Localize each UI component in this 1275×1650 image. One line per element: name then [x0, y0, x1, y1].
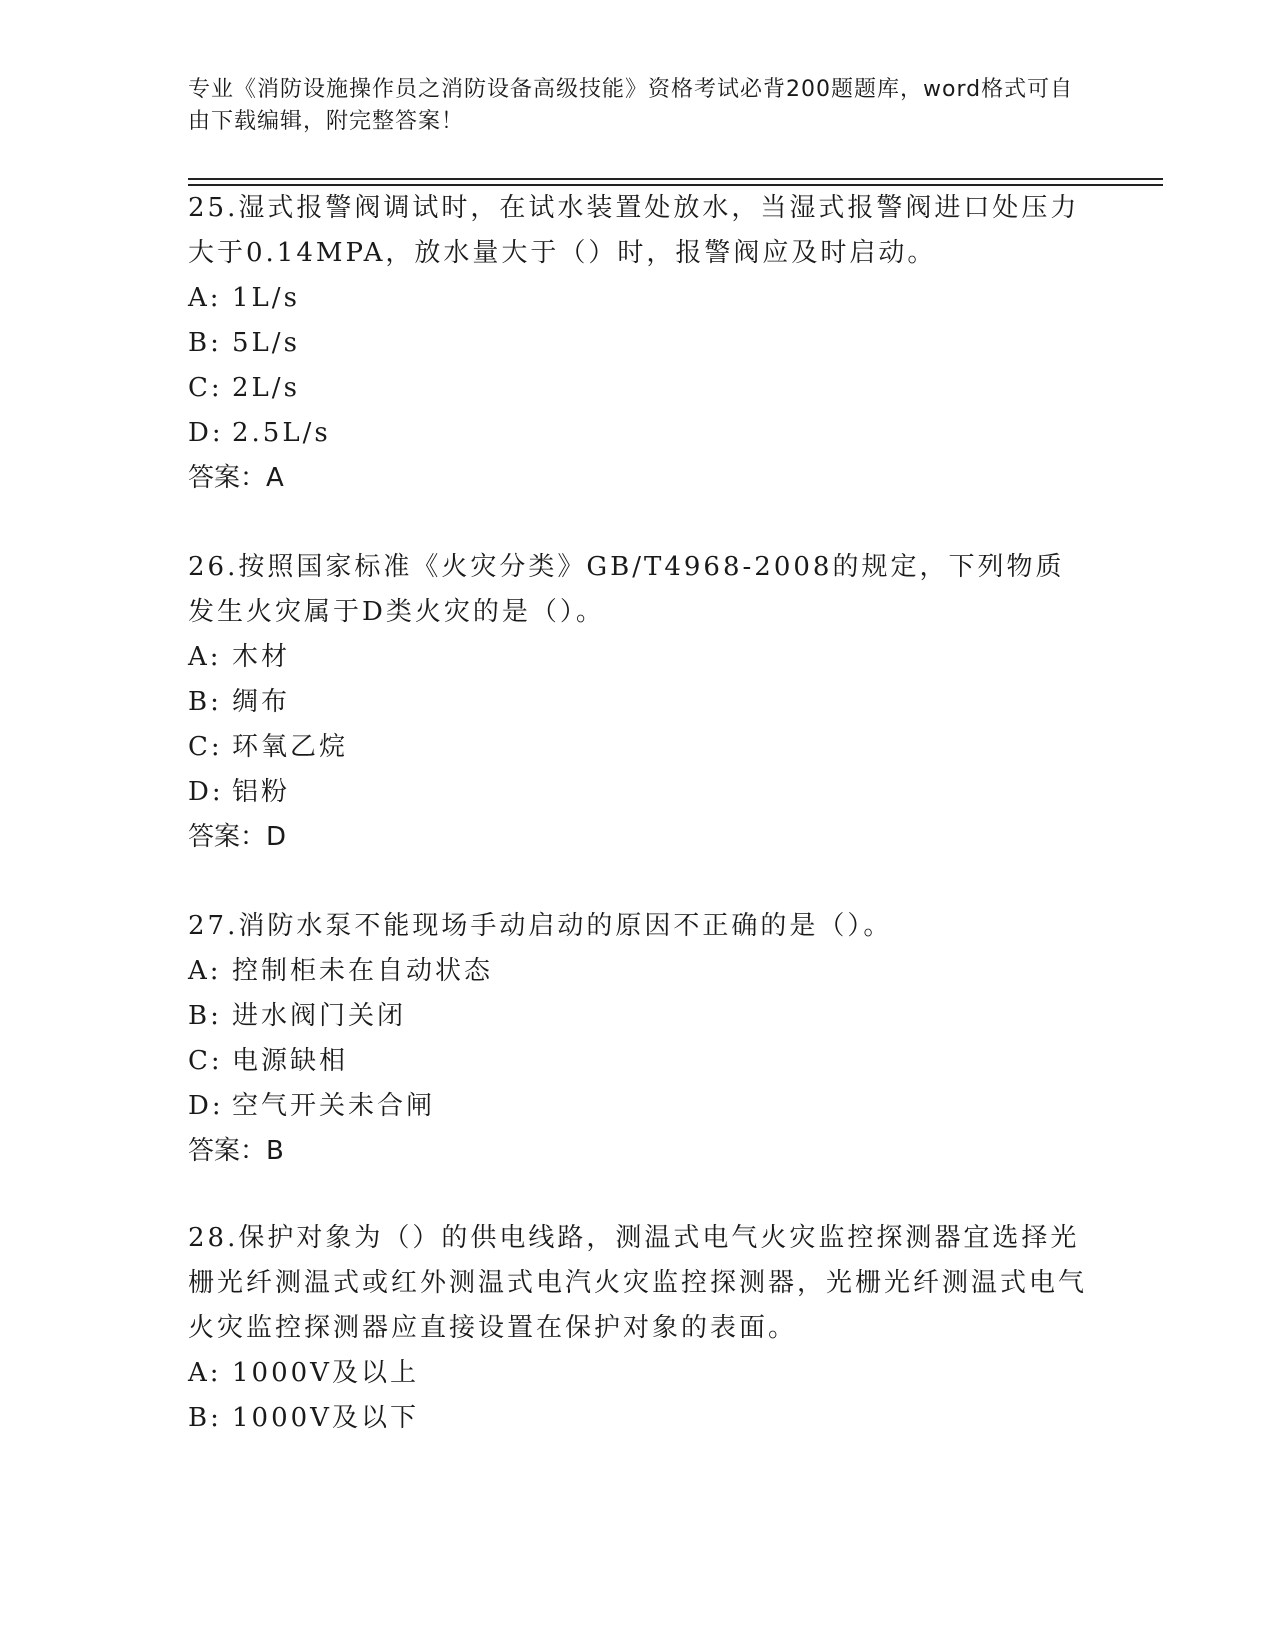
option-a: A: 1L/s [188, 283, 300, 313]
question-stem: 25.湿式报警阀调试时，在试水装置处放水，当湿式报警阀进口处压力大于0.14MPA，放水量大于（）时，报警阀应及时启动。 [188, 193, 1080, 268]
option-a: A: 1000V及以上 [188, 1358, 419, 1388]
question-25 [188, 186, 1088, 501]
answer: 答案：D [188, 822, 287, 852]
option-d: D: 铝粉 [188, 777, 291, 807]
option-b: B: 进水阀门关闭 [188, 1001, 407, 1031]
option-a: A: 控制柜未在自动状态 [188, 956, 494, 986]
option-c: C: 电源缺相 [188, 1046, 349, 1076]
option-d: D: 2.5L/s [188, 418, 331, 448]
answer: 答案：B [188, 1136, 284, 1166]
option-b: B: 5L/s [188, 328, 300, 358]
question-28 [188, 1216, 1088, 1441]
question-26 [188, 545, 1088, 860]
question-stem: 28.保护对象为（）的供电线路，测温式电气火灾监控探测器宜选择光栅光纤测温式或红外测温式电汽火灾监控探测器，光栅光纤测温式电气火灾监控探测器应直接设置在保护对象的表面。 [188, 1223, 1088, 1343]
option-b: B: 绸布 [188, 687, 291, 717]
header-rule-top [188, 178, 1163, 180]
document-header: 专业《消防设施操作员之消防设备高级技能》资格考试必背200题题库，word格式可自由下载编辑，附完整答案！ [188, 77, 1074, 134]
question-stem: 27.消防水泵不能现场手动启动的原因不正确的是（）。 [188, 911, 893, 941]
option-a: A: 木材 [188, 642, 291, 672]
question-27 [188, 904, 1088, 1174]
option-d: D: 空气开关未合闸 [188, 1091, 436, 1121]
option-c: C: 环氧乙烷 [188, 732, 349, 762]
option-b: B: 1000V及以下 [188, 1403, 419, 1433]
question-stem: 26.按照国家标准《火灾分类》GB/T4968-2008的规定，下列物质发生火灾属于D类火灾的是（）。 [188, 552, 1065, 627]
answer: 答案：A [188, 463, 284, 493]
option-c: C: 2L/s [188, 373, 300, 403]
